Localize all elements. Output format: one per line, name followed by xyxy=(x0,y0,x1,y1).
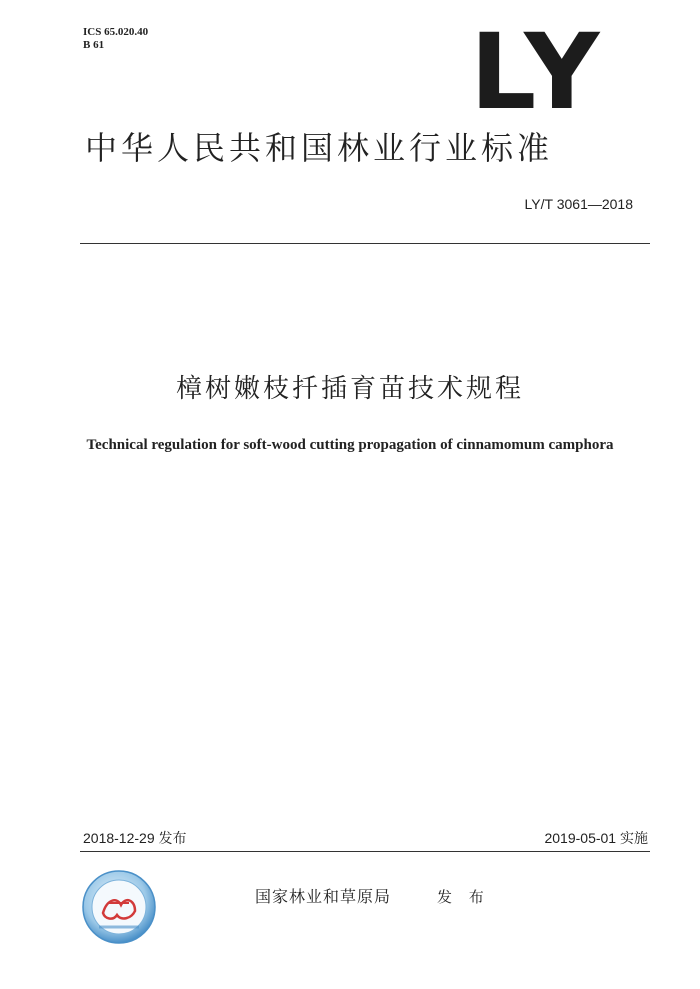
implementation-date: 2019-05-01 实施 xyxy=(544,830,648,846)
standards-seal-icon xyxy=(81,869,157,945)
footer-divider xyxy=(80,851,650,852)
classification-block xyxy=(83,26,148,52)
standard-title: 中华人民共和国林业行业标准 xyxy=(85,129,554,167)
issuing-authority: 国家林业和草原局 xyxy=(255,887,392,906)
issue-date: 2018-12-29 发布 xyxy=(83,830,187,846)
ccs-code: B 61 xyxy=(83,39,105,51)
standard-code: LY/T 3061—2018 xyxy=(524,196,633,212)
ics-code: ICS 65.020.40 xyxy=(83,26,149,38)
header-divider xyxy=(80,243,650,244)
document-title-chinese: 樟树嫩枝扦插育苗技术规程 xyxy=(175,374,524,404)
issuing-action: 发 布 xyxy=(437,888,490,906)
ly-logo: LY xyxy=(470,11,604,133)
document-title-english: Technical regulation for soft-wood cutting propagation of cinnamomum camphora xyxy=(86,437,614,453)
